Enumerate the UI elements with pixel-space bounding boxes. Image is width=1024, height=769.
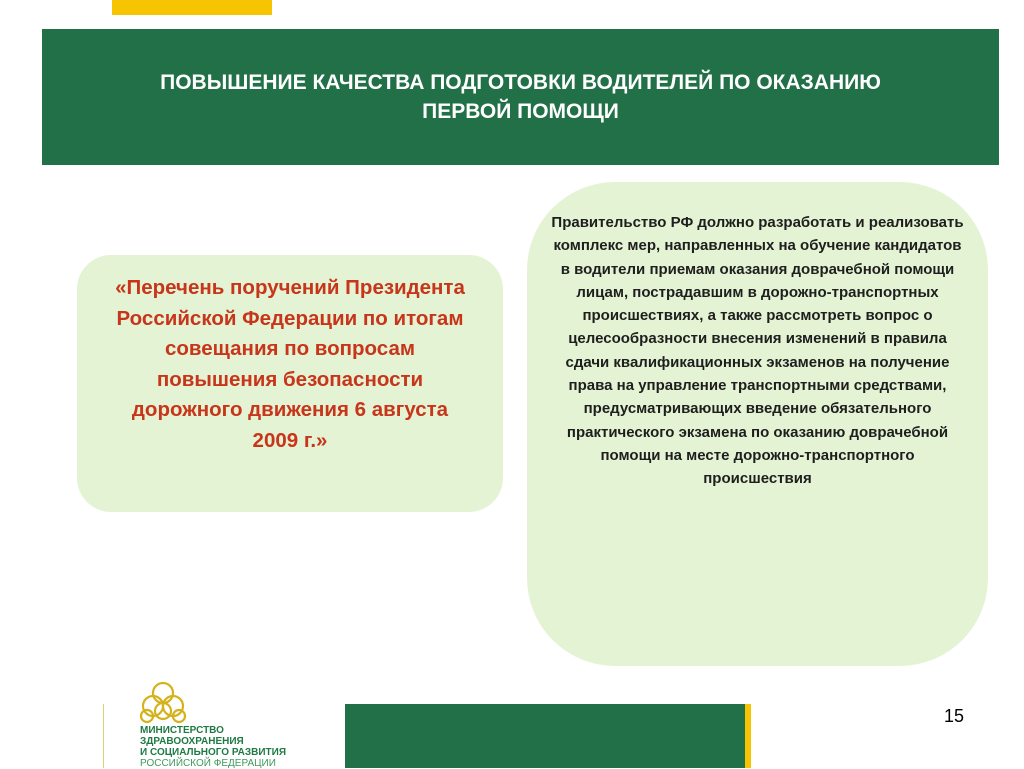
slide-title-line-1: ПОВЫШЕНИЕ КАЧЕСТВА ПОДГОТОВКИ ВОДИТЕЛЕЙ ПО ОКАЗАНИЮ: [160, 71, 881, 94]
slide-title-line-2: ПЕРВОЙ ПОМОЩИ: [422, 100, 619, 123]
ministry-logo: [120, 680, 330, 768]
decree-reference-box: [77, 255, 503, 512]
footer-green-bar: [345, 704, 745, 768]
ministry-name-line-3: И СОЦИАЛЬНОГО РАЗВИТИЯ: [140, 747, 287, 758]
slide-title: [71, 68, 971, 126]
ministry-name-line-1: МИНИСТЕРСТВО: [140, 725, 224, 736]
title-banner: [42, 29, 999, 165]
government-task-box: [527, 182, 988, 666]
page-number: 15: [943, 706, 965, 726]
footer-divider: [103, 704, 104, 768]
government-task-text: Правительство РФ должно разработать и реализовать комплекс мер, направленных на обучение кандидатов в водители приемам оказания доврачебной помощи лицам, пострадавшим в дорожно-транспортных происшествиях, а также рассмотреть вопрос о целесообразности внесения изменений в правила сдачи квалификационных экзаменов на получение права на управление транспортными средствами, предусматривающих введение обязательного практического экзамена по оказанию доврачебной помощи на месте дорожно-транспортного происшествия: [551, 214, 964, 488]
top-yellow-accent: [112, 0, 272, 15]
ministry-name: [140, 725, 340, 769]
ministry-emblem-icon: [134, 680, 192, 724]
footer-yellow-accent: [745, 704, 751, 768]
ministry-name-line-2: ЗДРАВООХРАНЕНИЯ: [140, 736, 244, 747]
ministry-name-line-4: РОССИЙСКОЙ ФЕДЕРАЦИИ: [140, 758, 276, 769]
decree-reference-text: «Перечень поручений Президента Российской Федерации по итогам совещания по вопросам повышения безопасности дорожного движения 6 августа 2009 г.»: [115, 276, 465, 452]
